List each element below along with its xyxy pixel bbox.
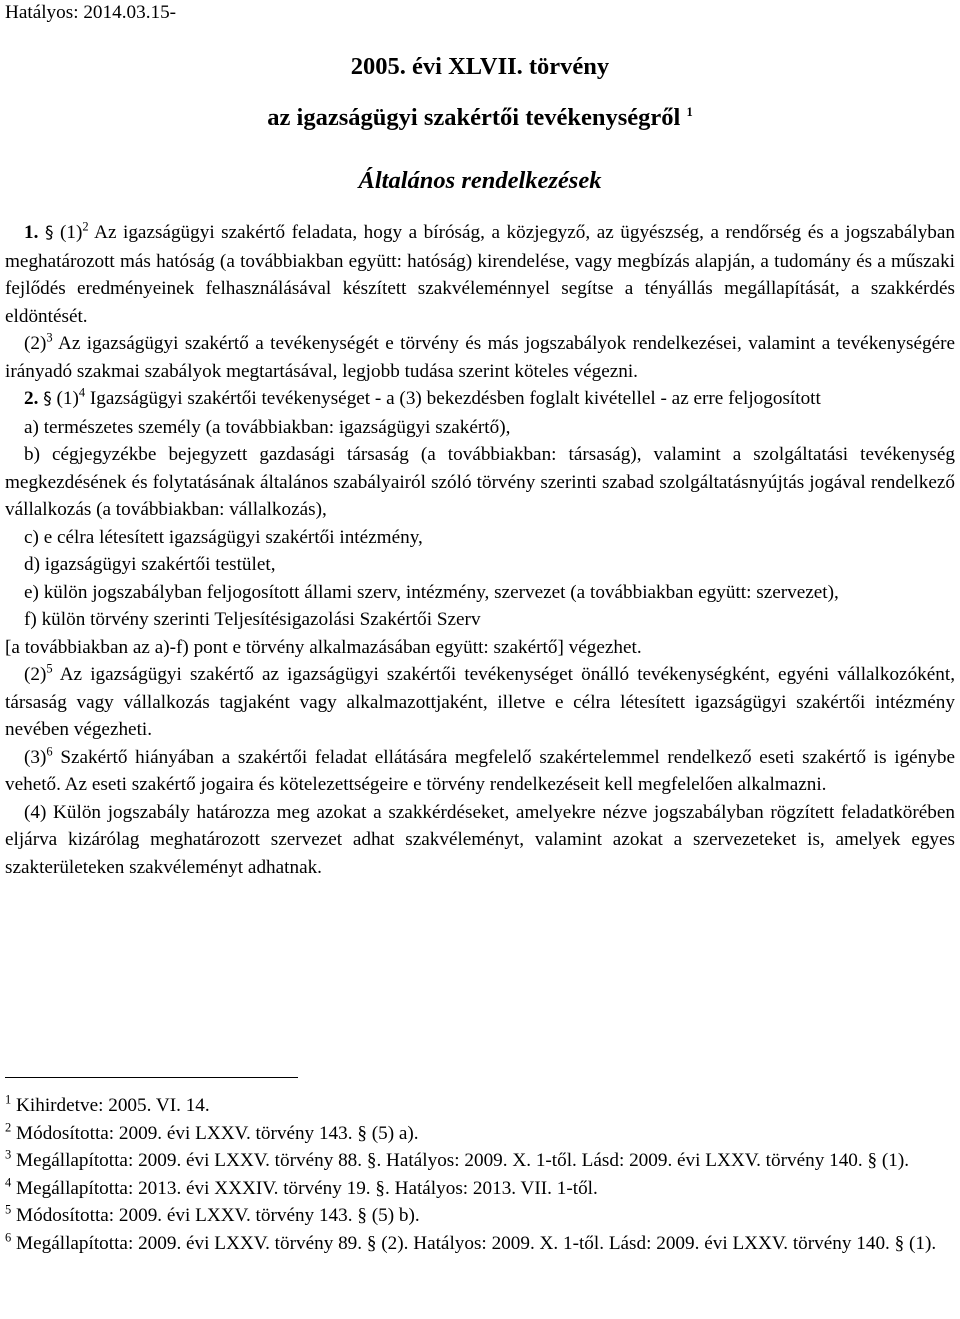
section-1-paragraph-2 [5,330,955,385]
paragraph-text: Igazságügyi szakértői tevékenységet - a (3) bekezdésben foglalt kivétellel - az erre feljogosított [89,388,821,409]
footnotes [5,1077,955,1257]
footnote-number: 5 [5,1202,12,1217]
footnote-3 [5,1147,955,1175]
footnote-ref-5[interactable]: 5 [46,661,53,676]
list-item-a: a) természetes személy (a továbbiakban: igazságügyi szakértő), [24,416,511,438]
section-sign: § [43,389,52,409]
footnote-number: 2 [5,1120,12,1135]
section-2-paragraph-1 [5,385,955,414]
section-1-paragraph-1 [5,219,955,330]
section-heading: Általános rendelkezések [358,167,602,194]
footnote-text: Kihirdetve: 2005. VI. 14. [16,1095,210,1116]
list-item-e: e) külön jogszabályban feljogosított állami szerv, intézmény, szervezet (a továbbiakban együtt: szervezet), [24,581,839,603]
section-2-closing: [a továbbiakban az a)-f) pont e törvény alkalmazásában együtt: szakértő] végezhet. [5,636,642,658]
section-2-paragraph-4: (4) Külön jogszabály határozza meg azokat a szakkérdéseket, amelyekre nézve jogszabályban rögzített feladatkörében eljárva kizárólag meghatározott szervezet adhat szakvéleményt, valamint azokat a szervezeteket is, amelyek egyes szakterületeken szakvéleményt adhatnak. [5,801,955,878]
law-subtitle-text: az igazságügyi szakértői tevékenységről [267,104,681,131]
footnote-ref-2[interactable]: 2 [82,219,89,234]
list-item-c: c) e célra létesített igazságügyi szakértői intézmény, [24,526,423,548]
footnote-4 [5,1175,955,1203]
footnote-1 [5,1092,955,1120]
footnote-text: Megállapította: 2009. évi LXXV. törvény 88. §. Hatályos: 2009. X. 1-től. Lásd: 2009. évi LXXV. törvény 140. § (1). [16,1150,910,1171]
footnote-text: Módosította: 2009. évi LXXV. törvény 143. § (5) b). [16,1205,420,1226]
paragraph-text: Az igazságügyi szakértő a tevékenységét e törvény és más jogszabályok rendelkezései, valamint a tevékenységére irányadó szakmai szabályok megtartásával, legjobb tudása szerint köteles végezni. [5,333,955,382]
paragraph-text: Az igazságügyi szakértő feladata, hogy a bíróság, a közjegyző, az ügyészség, a rendőrség és a jogszabályban meghatározott más hatóság (a továbbiakban együtt: hatóság) kirendelése, vagy megbízás alapján, a tudomány és a műszaki fejlődés eredményeinek felhasználásával készített szakvéleménnyel segítse a tényállás megállapítását, a szakkérdés eldöntését. [5,222,956,327]
law-subtitle [0,103,960,133]
footnote-ref-6[interactable]: 6 [46,744,53,759]
footnote-text: Megállapította: 2013. évi XXXIV. törvény 19. §. Hatályos: 2013. VII. 1-től. [16,1177,598,1199]
list-item-b: b) cégjegyzékbe bejegyzett gazdasági társaság (a továbbiakban: társaság), valamint a szolgáltatási tevékenység megkezdésének és folytatásának általános szabályairól szóló törvény szerinti szabad szolgáltatásnyújtás jogával rendelkező vállalkozás (a továbbiakban: vállalkozás), [5,444,955,520]
footnote-number: 1 [5,1092,12,1107]
section-2-paragraph-2 [5,661,955,744]
list-item-d: d) igazságügyi szakértői testület, [24,554,276,575]
validity-header: Hatályos: 2014.03.15- [5,2,177,23]
footnote-number: 6 [5,1230,12,1245]
footnote-divider [5,1077,298,1078]
list-item-f: f) külön törvény szerinti Teljesítésigazolási Szakértői Szerv [24,609,481,630]
paragraph-text: Az igazságügyi szakértő az igazságügyi szakértői tevékenységet önálló tevékenységként, egyéni vállalkozóként, társaság vagy vállalkozás tagjaként vagy alkalmazottjaként, illetve e célra létesített igazságügyi szakértői intézmény nevében végezheti. [5,664,955,740]
paragraph-number: (2) [24,664,47,685]
paragraph-number: (1) [59,222,83,243]
paragraph-number: (3) [24,746,47,768]
footnote-text: Módosította: 2009. évi LXXV. törvény 143. § (5) a). [16,1122,419,1144]
footnote-6 [5,1230,955,1258]
footnote-5 [5,1202,955,1230]
footnote-number: 4 [5,1175,12,1190]
section-2-paragraph-3 [5,744,955,799]
footnote-ref-3[interactable]: 3 [46,330,53,345]
footnote-2 [5,1120,955,1148]
section-sign: § [44,223,54,243]
document-body [5,219,955,881]
footnote-ref-4[interactable]: 4 [78,385,86,400]
section-1-number: 1. [24,222,39,243]
law-title: 2005. évi XLVII. törvény [350,53,610,80]
footnote-text: Megállapította: 2009. évi LXXV. törvény 89. § (2). Hatályos: 2009. X. 1-től. Lásd: 2009. évi LXXV. törvény 140. § (1). [16,1232,937,1254]
paragraph-number: (2) [24,333,47,354]
footnote-ref-1[interactable]: 1 [686,104,693,119]
section-2-number: 2. [24,388,39,409]
paragraph-number: (1) [56,388,79,409]
footnote-number: 3 [5,1147,12,1162]
paragraph-text: Szakértő hiányában a szakértői feladat ellátására megfelelő szakértelemmel rendelkező eseti szakértő is igénybe vehető. Az eseti szakértő jogaira és kötelezettségeire e törvény rendelkezéseit kell megfelelően alkalmazni. [5,746,955,795]
